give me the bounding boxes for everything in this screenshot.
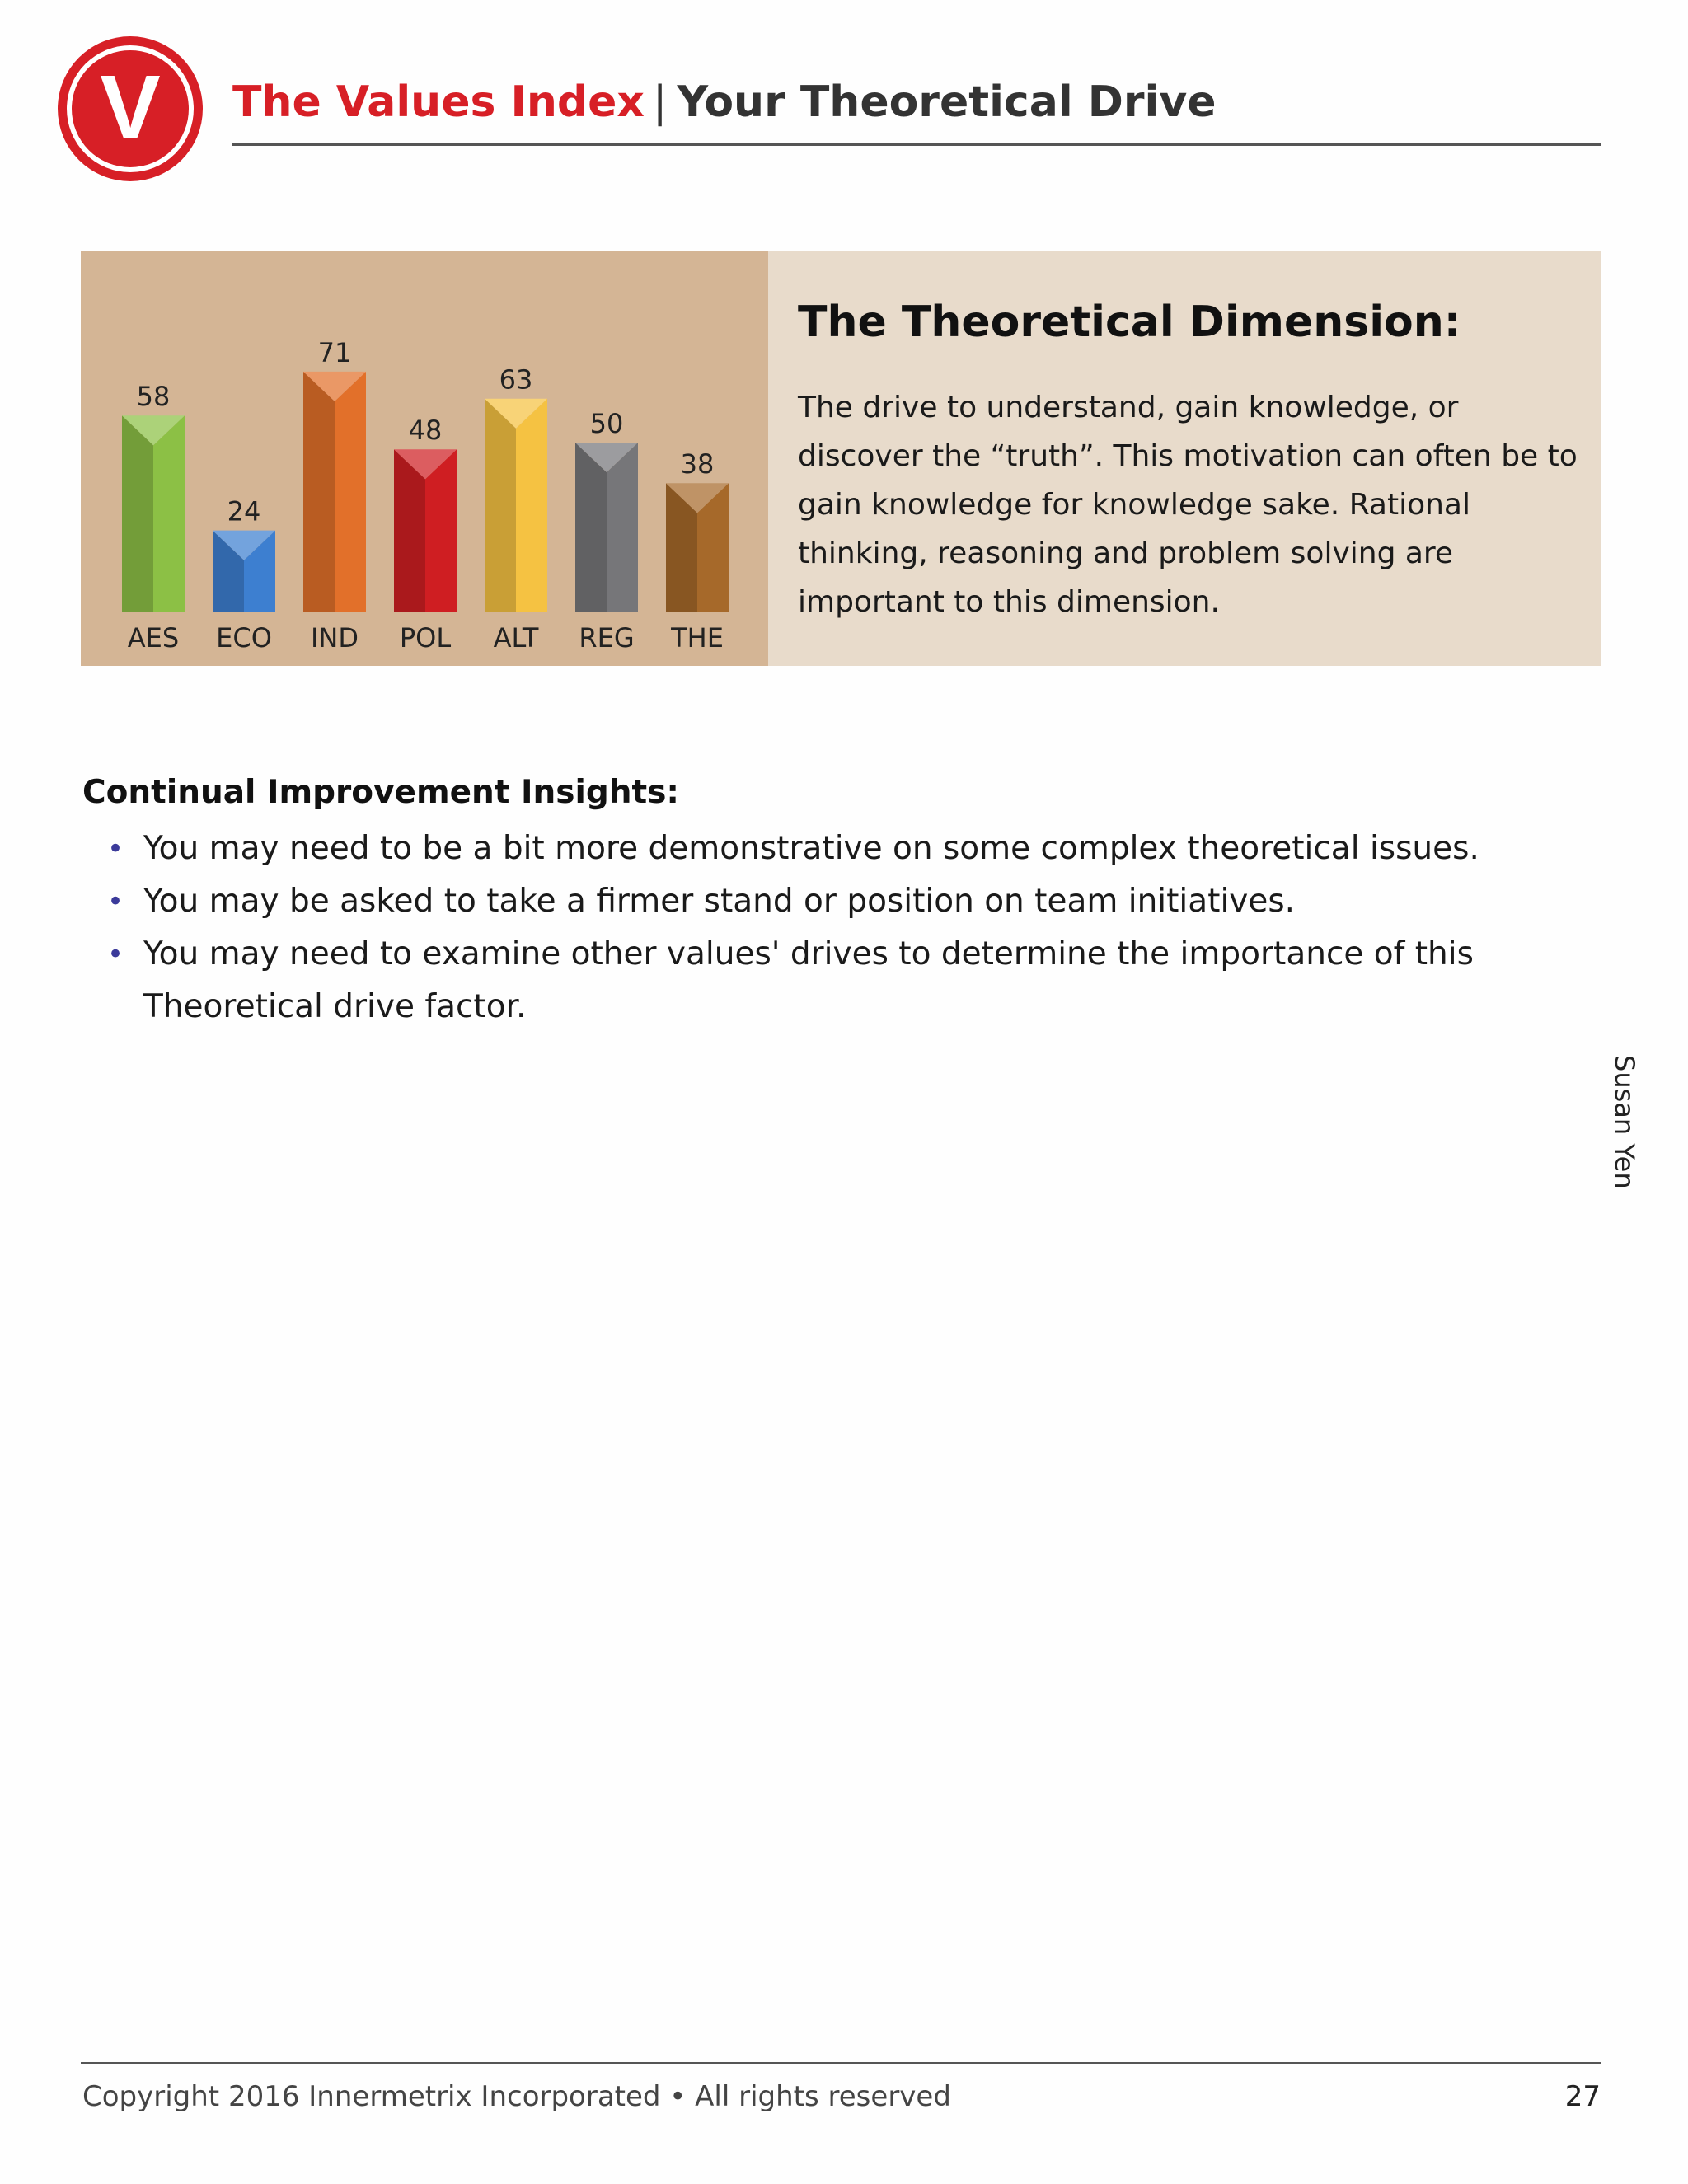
bullet-icon: • (107, 832, 124, 865)
bar-value-label: 24 (227, 495, 261, 527)
insights-list (82, 823, 1582, 1033)
header-divider (232, 143, 1601, 146)
participant-name: Susan Yen (1609, 1055, 1640, 1189)
bar-category-label: ECO (216, 622, 272, 654)
brand-title: The Values Index (232, 77, 645, 127)
bullet-icon: • (107, 938, 124, 971)
insight-item (82, 928, 1582, 1033)
bar-ind-right-face (335, 372, 366, 612)
bar-category-label: REG (579, 622, 635, 654)
insights-heading: Continual Improvement Insights: (82, 774, 680, 811)
bar-aes-left-face (122, 415, 153, 612)
bar-category-label: POL (399, 622, 452, 654)
bar-reg-right-face (607, 443, 638, 612)
insight-item (82, 823, 1582, 875)
dimension-description: The drive to understand, gain knowledge, or discover the “truth”. This motivation can often be to gain knowledge for knowledge sake. Rational thinking, reasoning and problem solving are important to this dimension. (798, 391, 1578, 619)
dimension-title: The Theoretical Dimension: (798, 298, 1461, 347)
dimension-panel (81, 251, 1601, 666)
footer-divider (81, 2062, 1601, 2064)
bar-ind-left-face (303, 372, 335, 612)
bar-aes-right-face (153, 415, 185, 612)
page-number: 27 (1564, 2080, 1601, 2113)
bar-category-label: IND (310, 622, 359, 654)
bar-category-label: AES (127, 622, 180, 654)
footer-copyright: Copyright 2016 Innermetrix Incorporated • All rights reserved (82, 2080, 951, 2113)
bar-value-label: 63 (499, 363, 533, 396)
header-separator: | (652, 77, 668, 127)
bar-value-label: 38 (680, 448, 715, 480)
values-bar-chart (81, 251, 768, 666)
insight-item (82, 875, 1582, 928)
values-index-logo (56, 35, 204, 183)
page-header (232, 76, 1601, 129)
logo-letter: V (100, 57, 161, 158)
bar-category-label: THE (671, 622, 724, 654)
bar-category-label: ALT (493, 622, 539, 654)
bar-alt-right-face (516, 399, 547, 612)
bar-value-label: 48 (408, 415, 443, 447)
bar-value-label: 71 (317, 336, 352, 368)
insight-text: You may need to examine other values' drives to determine the importance of this Theoretical drive factor. (143, 935, 1474, 1025)
bar-value-label: 58 (136, 381, 171, 413)
bullet-icon: • (107, 885, 124, 918)
bar-value-label: 50 (589, 408, 624, 439)
page-title: Your Theoretical Drive (677, 77, 1217, 127)
insight-text: You may be asked to take a firmer stand or position on team initiatives. (143, 883, 1296, 920)
bar-reg-left-face (575, 443, 607, 612)
bar-alt-left-face (485, 399, 516, 612)
insight-text: You may need to be a bit more demonstrative on some complex theoretical issues. (143, 830, 1479, 867)
values-bar-chart-svg (81, 251, 768, 666)
